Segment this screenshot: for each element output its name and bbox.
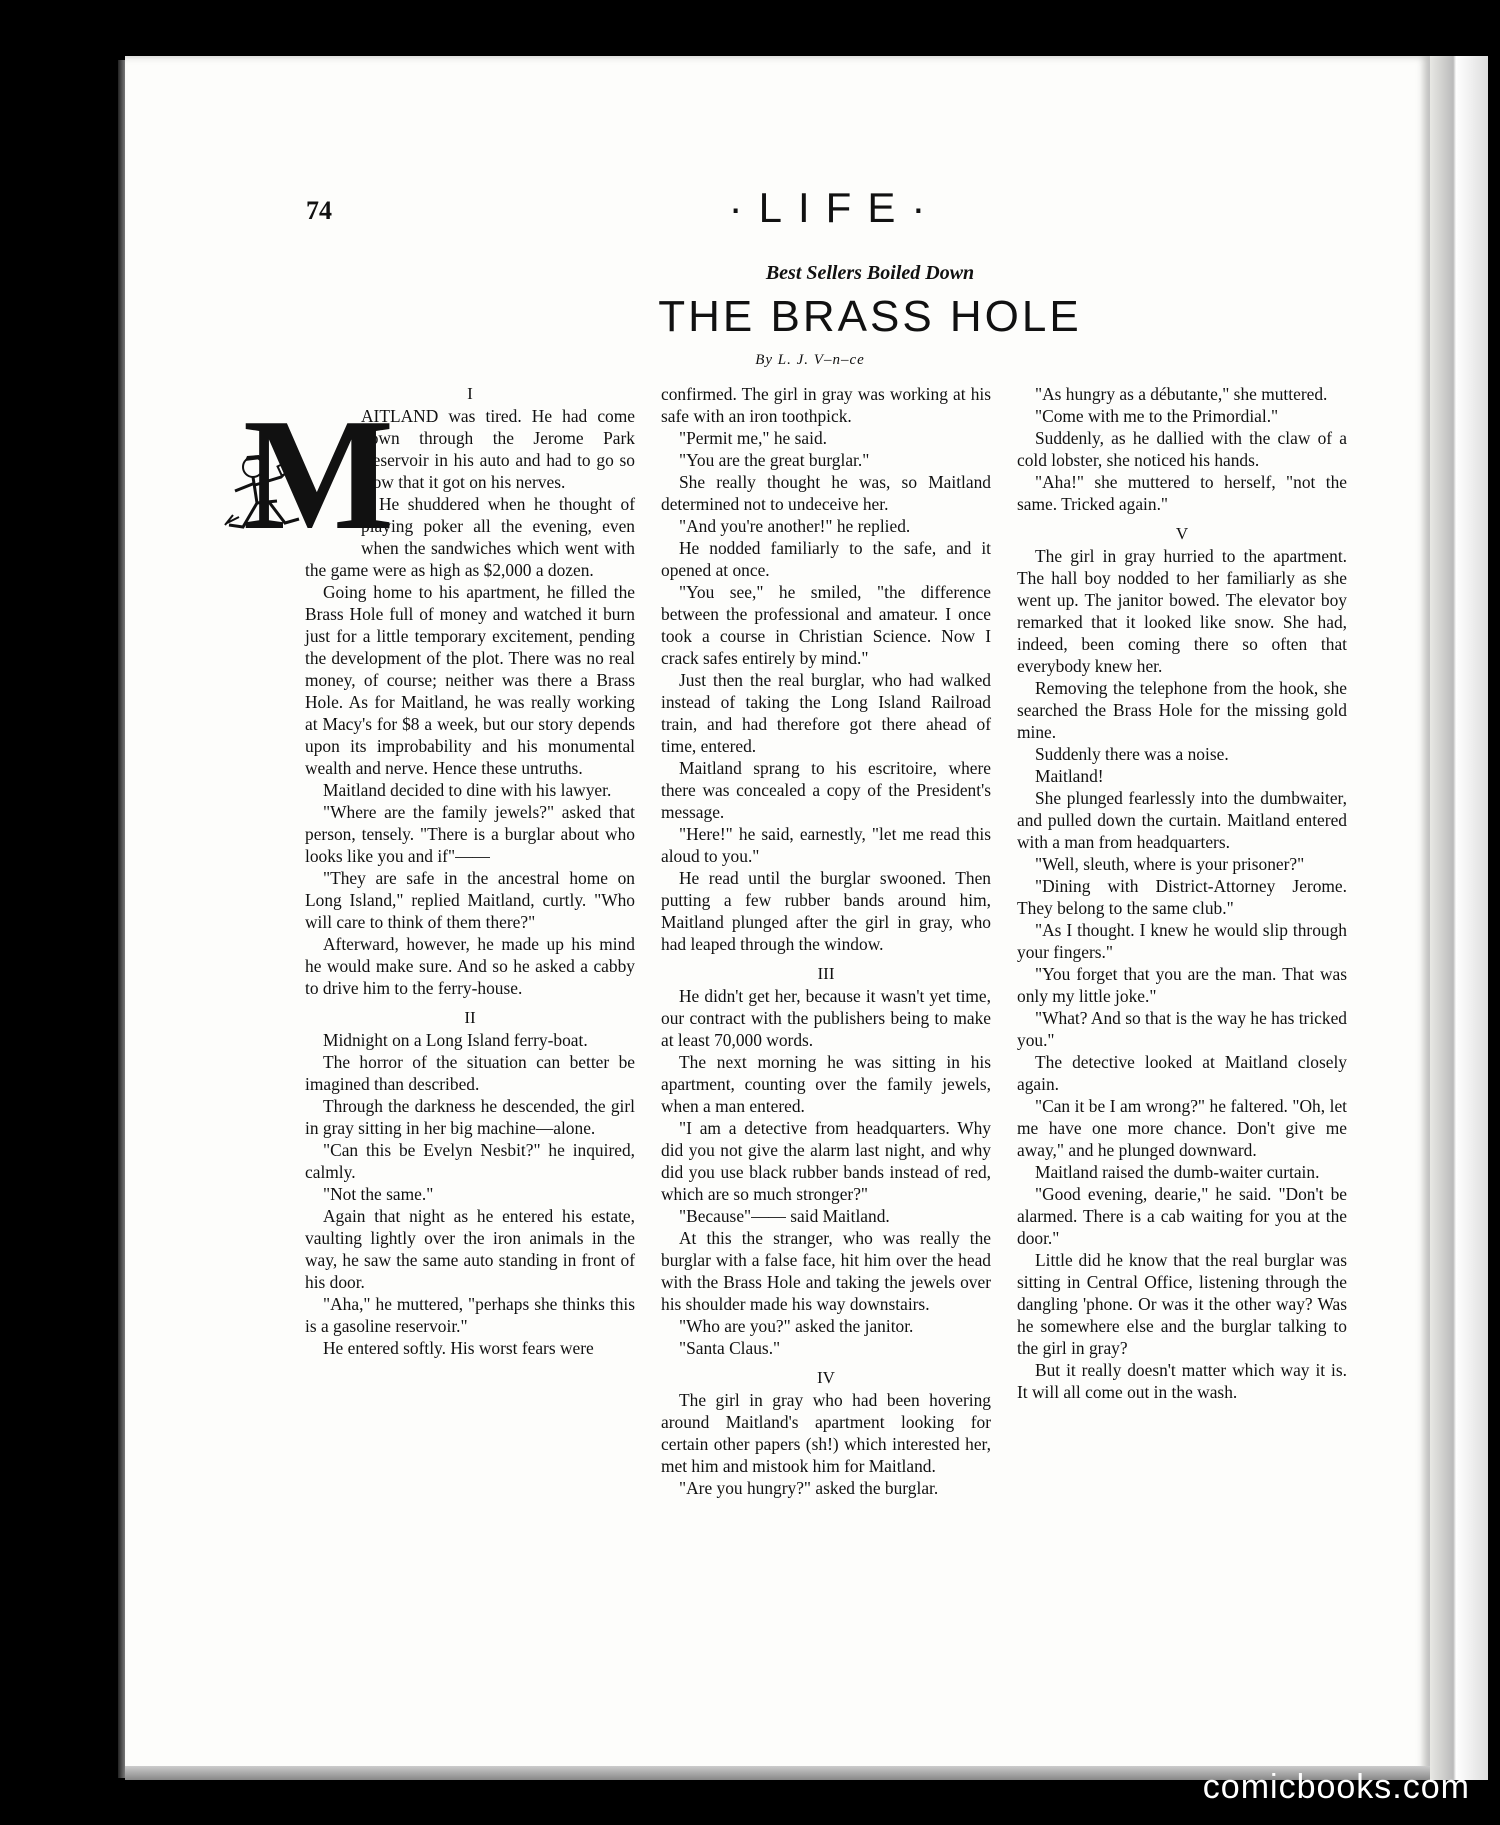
paragraph: "Are you hungry?" asked the burglar. <box>679 1478 939 1498</box>
paragraph: Going home to his apartment, he filled the Brass Hole full of money and watched it burn just for a little temporary excitement, pending the development of the plot. There was no real money, of course; neither was there a Brass Hole. As for Maitland, he was really working at Macy's for $8 a week, but our story depends upon its improbability and his monumental wealth and nerve. Hence these untruths. <box>305 582 635 778</box>
paragraph: The detective looked at Maitland closely again. <box>1017 1052 1347 1094</box>
section-heading: IV <box>817 1368 835 1387</box>
article-column-2 <box>661 383 991 1499</box>
section-heading: V <box>1175 524 1189 543</box>
paragraph: Again that night as he entered his estate, vaulting lightly over the iron animals in the way, he saw the same auto standing in front of his door. <box>305 1206 635 1292</box>
paragraph: "Where are the family jewels?" asked that person, tensely. "There is a burglar about who looks like you and if"—— <box>305 802 635 866</box>
paragraph: Little did he know that the real burglar was sitting in Central Office, listening through the dangling 'phone. Or was it the other way? Was he somewhere else and the burglar talking to the girl in gray? <box>1017 1250 1347 1358</box>
paragraph: But it really doesn't matter which way it is. It will all come out in the wash. <box>1017 1360 1347 1402</box>
section-heading: I <box>467 384 473 403</box>
paragraph: He read until the burglar swooned. Then putting a few rubber bands around him, Maitland plunged after the girl in gray, who had leaped through the window. <box>661 868 991 954</box>
paragraph: "Can it be I am wrong?" he faltered. "Oh, let me have one more chance. Don't give me away," and he plunged downward. <box>1017 1096 1347 1160</box>
article-column-1 <box>243 383 635 1359</box>
paragraph: The girl in gray hurried to the apartment. The hall boy nodded to her familiarly as she went up. The janitor bowed. The elevator boy remarked that it looked like snow. She had, indeed, been coming there so often that everybody knew her. <box>1017 546 1347 676</box>
paragraph: The horror of the situation can better be imagined than described. <box>305 1052 635 1094</box>
site-watermark: comicbooks.com <box>1202 1768 1470 1806</box>
paragraph: He didn't get her, because it wasn't yet time, our contract with the publishers being to make at least 70,000 words. <box>661 986 991 1050</box>
paragraph: The next morning he was sitting in his apartment, counting over the family jewels, when a man entered. <box>661 1052 991 1116</box>
paragraph: Suddenly, as he dallied with the claw of a cold lobster, she noticed his hands. <box>1017 428 1347 470</box>
paragraph: "Here!" he said, earnestly, "let me read this aloud to you." <box>661 824 991 866</box>
paragraph: "Santa Claus." <box>679 1338 781 1358</box>
paragraph: Just then the real burglar, who had walked instead of taking the Long Island Railroad train, and had therefore got there ahead of time, entered. <box>661 670 991 756</box>
section-heading: II <box>464 1008 476 1027</box>
paragraph: AITLAND was tired. He had come down through the Jerome Park Reservoir in his auto and had to go so slow that it got on his nerves. <box>361 406 635 492</box>
paragraph: Maitland raised the dumb-waiter curtain. <box>1035 1162 1320 1182</box>
page-number: 74 <box>306 196 332 225</box>
paragraph: She plunged fearlessly into the dumbwaiter, and pulled down the curtain. Maitland entered with a man from headquarters. <box>1017 788 1347 852</box>
paragraph: He nodded familiarly to the safe, and it opened at once. <box>661 538 991 580</box>
illustrated-dropcap <box>215 385 395 563</box>
paragraph: "As I thought. I knew he would slip through your fingers." <box>1017 920 1347 962</box>
paragraph: Removing the telephone from the hook, she searched the Brass Hole for the missing gold mine. <box>1017 678 1347 742</box>
paragraph: confirmed. The girl in gray was working at his safe with an iron toothpick. <box>661 384 991 426</box>
paragraph: "You see," he smiled, "the difference between the professional and amateur. I once took a course in Christian Science. Now I crack safes entirely by mind." <box>661 582 991 668</box>
paragraph: "Permit me," he said. <box>679 428 827 448</box>
paragraph: She really thought he was, so Maitland determined not to undeceive her. <box>661 472 991 514</box>
paragraph: The girl in gray who had been hovering around Maitland's apartment looking for certain other papers (sh!) which interested her, met him and mistook him for Maitland. <box>661 1390 991 1476</box>
paragraph: Maitland sprang to his escritoire, where there was concealed a copy of the President's message. <box>661 758 991 822</box>
paragraph: "Come with me to the Primordial." <box>1035 406 1279 426</box>
dropcap-letter: M <box>243 385 395 563</box>
paragraph: "Can this be Evelyn Nesbit?" he inquired, calmly. <box>305 1140 635 1182</box>
paragraph: "You are the great burglar." <box>679 450 870 470</box>
article-title: THE BRASS HOLE <box>658 292 1082 341</box>
paragraph: Maitland decided to dine with his lawyer. <box>323 780 612 800</box>
paragraph: "Well, sleuth, where is your prisoner?" <box>1035 854 1305 874</box>
paragraph: "I am a detective from headquarters. Why did you not give the alarm last night, and why did you use black rubber bands instead of red, which are so much stronger?" <box>661 1118 991 1204</box>
paragraph: "Not the same." <box>323 1184 434 1204</box>
paragraph: "They are safe in the ancestral home on Long Island," replied Maitland, curtly. "Who will care to think of them there?" <box>305 868 635 932</box>
article-column-3 <box>1017 383 1347 1403</box>
magazine-masthead: ·LIFE· <box>728 184 942 231</box>
paragraph: Midnight on a Long Island ferry-boat. <box>323 1030 588 1050</box>
paragraph: At this the stranger, who was really the burglar with a false face, hit him over the head with the Brass Hole and taking the jewels over his shoulder made his way downstairs. <box>661 1228 991 1314</box>
byline: By L. J. V–n–ce <box>755 352 865 368</box>
paragraph: "Aha!" she muttered to herself, "not the same. Tricked again." <box>1017 472 1347 514</box>
paragraph: Maitland! <box>1035 766 1104 786</box>
paragraph: Afterward, however, he made up his mind he would make sure. And so he asked a cabby to drive him to the ferry-house. <box>305 934 635 998</box>
paragraph: "Who are you?" asked the janitor. <box>679 1316 914 1336</box>
paragraph: "You forget that you are the man. That was only my little joke." <box>1017 964 1347 1006</box>
paragraph: "Dining with District-Attorney Jerome. They belong to the same club." <box>1017 876 1347 918</box>
paragraph: "Because"—— said Maitland. <box>679 1206 890 1226</box>
paragraph: "Aha," he muttered, "perhaps she thinks this is a gasoline reservoir." <box>305 1294 635 1336</box>
opening-paragraph-block <box>243 385 635 581</box>
paragraph: Through the darkness he descended, the girl in gray sitting in her big machine—alone. <box>305 1096 635 1138</box>
paragraph: He entered softly. His worst fears were <box>323 1338 594 1358</box>
paragraph: "As hungry as a débutante," she muttered. <box>1035 384 1328 404</box>
paragraph: "What? And so that is the way he has tricked you." <box>1017 1008 1347 1050</box>
series-title: Best Sellers Boiled Down <box>765 262 975 284</box>
paragraph: Suddenly there was a noise. <box>1035 744 1229 764</box>
paragraph: "And you're another!" he replied. <box>679 516 911 536</box>
paragraph: He shuddered when he thought of playing poker all the evening, even when the sandwiches which went with the game were as high as $2,000 a dozen. <box>305 494 635 580</box>
paragraph: "Good evening, dearie," he said. "Don't be alarmed. There is a cab waiting for you at the door." <box>1017 1184 1347 1248</box>
section-heading: III <box>817 964 835 983</box>
next-page-edge <box>1430 56 1488 1780</box>
